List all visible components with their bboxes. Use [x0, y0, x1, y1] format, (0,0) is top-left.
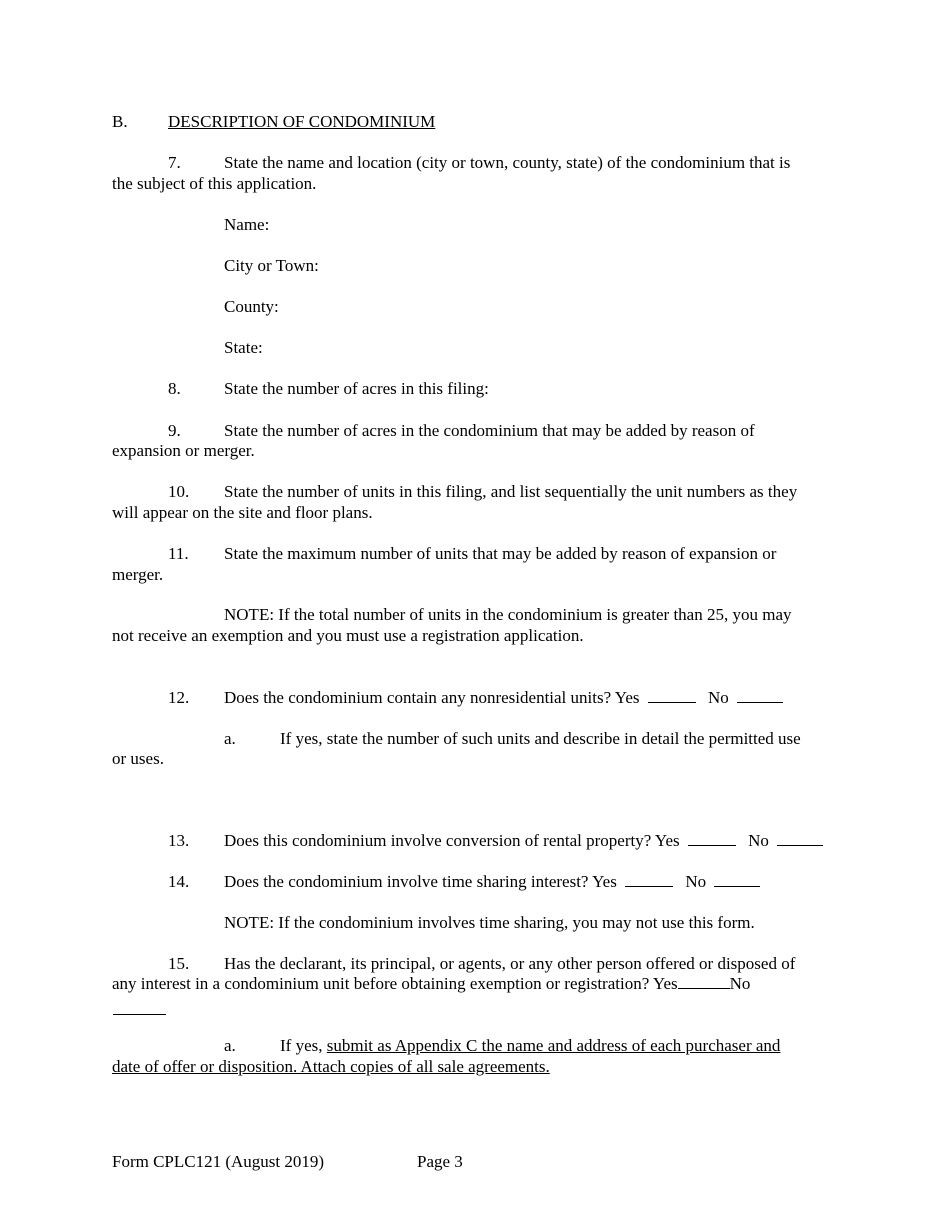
q9-text-line1: State the number of acres in the condominium that may be added by reason of — [224, 421, 755, 440]
q13-yes-blank[interactable] — [688, 831, 736, 846]
q15a-text-line1 — [280, 1036, 780, 1056]
q12a-text-line1: If yes, state the number of such units and describe in detail the permitted use — [280, 729, 801, 748]
q10-text-line1: State the number of units in this filing, and list sequentially the unit numbers as they — [224, 482, 798, 501]
q10-text-line2: will appear on the site and floor plans. — [112, 503, 373, 522]
q10-number: 10. — [168, 482, 190, 501]
q15-no-blank[interactable] — [113, 1000, 166, 1015]
q12-question — [224, 688, 783, 708]
q14-no-blank[interactable] — [714, 872, 760, 887]
q15-no-label: No — [729, 974, 751, 993]
q15-text-line2: any interest in a condominium unit before obtaining exemption or registration? Yes — [112, 974, 678, 993]
q14-number: 14. — [168, 872, 190, 891]
q11-text-line2: merger. — [112, 565, 164, 584]
q15a-prefix: If yes, — [280, 1036, 323, 1055]
footer-form-id: Form CPLC121 (August 2019) — [112, 1152, 325, 1171]
q7-text-line1: State the name and location (city or town, county, state) of the condominium that is — [224, 153, 791, 172]
q7-name-label: Name: — [224, 215, 270, 234]
q11-text-line1: State the maximum number of units that may be added by reason of expansion or — [224, 544, 777, 563]
section-title: DESCRIPTION OF CONDOMINIUM — [168, 112, 436, 131]
q12a-letter: a. — [224, 729, 236, 748]
q15a-instruction-line2: date of offer or disposition. Attach copies of all sale agreements. — [112, 1057, 550, 1076]
q7-text-line2: the subject of this application. — [112, 174, 317, 193]
q14-text: Does the condominium involve time sharing interest? Yes — [224, 872, 617, 891]
q13-number: 13. — [168, 831, 190, 850]
q15-text-line1: Has the declarant, its principal, or agents, or any other person offered or disposed of — [224, 954, 796, 973]
q13-no-label: No — [748, 831, 769, 850]
q7-county-label: County: — [224, 297, 279, 316]
q7-state-label: State: — [224, 338, 263, 357]
note1-line2: not receive an exemption and you must use a registration application. — [112, 626, 584, 645]
q13-question — [224, 831, 823, 851]
q12-text: Does the condominium contain any nonresidential units? Yes — [224, 688, 640, 707]
q14-question — [224, 872, 760, 892]
footer-page-number: Page 3 — [417, 1152, 463, 1171]
section-letter: B. — [112, 112, 128, 131]
q9-text-line2: expansion or merger. — [112, 441, 255, 460]
q13-text: Does this condominium involve conversion of rental property? Yes — [224, 831, 680, 850]
q7-number: 7. — [168, 153, 181, 172]
q15-question-line2 — [112, 974, 750, 994]
q15a-letter: a. — [224, 1036, 236, 1055]
note1-line1: NOTE: If the total number of units in the condominium is greater than 25, you may — [224, 605, 792, 624]
q14-no-label: No — [685, 872, 707, 891]
q12-yes-blank[interactable] — [648, 688, 696, 703]
q12-no-blank[interactable] — [737, 688, 783, 703]
q15-yes-blank[interactable] — [678, 974, 730, 989]
q8-number: 8. — [168, 379, 181, 398]
note2-text: NOTE: If the condominium involves time sharing, you may not use this form. — [224, 913, 755, 932]
q9-number: 9. — [168, 421, 181, 440]
q7-city-label: City or Town: — [224, 256, 319, 275]
q12-no-label: No — [708, 688, 729, 707]
q14-yes-blank[interactable] — [625, 872, 673, 887]
q13-no-blank[interactable] — [777, 831, 823, 846]
q15-number: 15. — [168, 954, 190, 973]
q15a-instruction-line1: submit as Appendix C the name and address of each purchaser and — [326, 1036, 781, 1055]
q12-number: 12. — [168, 688, 190, 707]
q12a-text-line2: or uses. — [112, 749, 164, 768]
q8-text: State the number of acres in this filing: — [224, 379, 489, 398]
q11-number: 11. — [168, 544, 189, 563]
